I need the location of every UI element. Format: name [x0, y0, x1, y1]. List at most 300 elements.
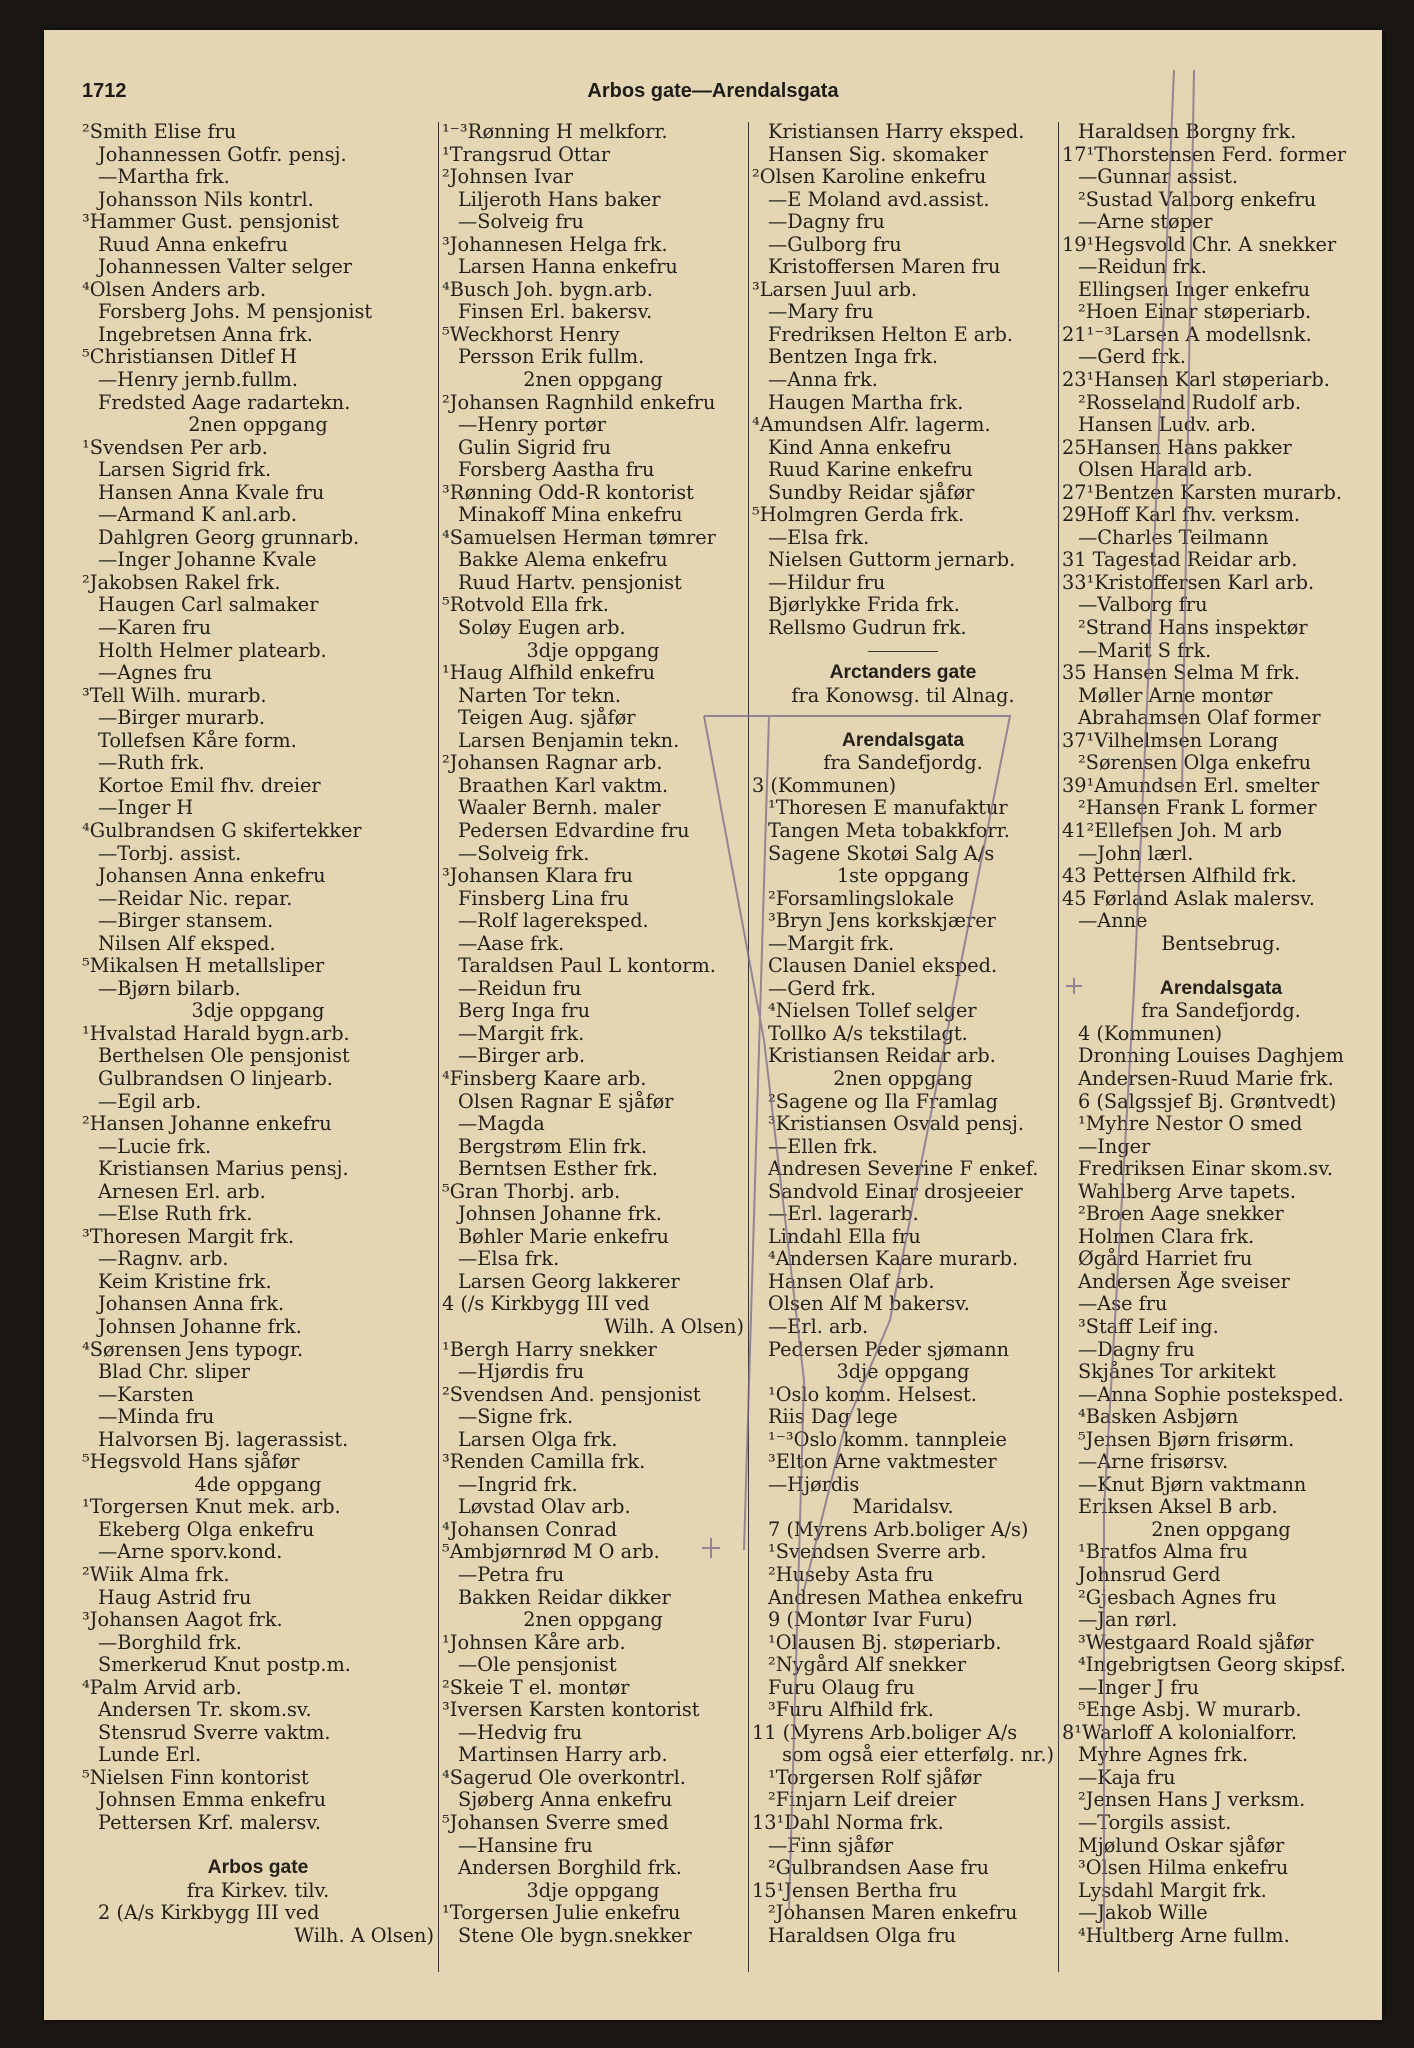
directory-entry: 2 (A/s Kirkbygg III ved [98, 1902, 320, 1925]
directory-entry: Ruud Karine enkefru [768, 459, 973, 482]
subheading: Bentsebrug. [1161, 932, 1281, 955]
directory-entry: Lysdahl Margit frk. [1078, 1879, 1267, 1902]
directory-entry: Nielsen Guttorm jernarb. [768, 549, 1016, 572]
directory-entry: ⁵Gran Thorbj. arb. [442, 1180, 621, 1203]
subheading: 3dje oppgang [526, 1879, 660, 1902]
directory-entry: —Reidar Nic. repar. [98, 887, 293, 910]
subheading [82, 1835, 434, 1858]
directory-entry: —John lærl. [1078, 842, 1194, 865]
directory-entry: Johannessen Gotfr. pensj. [98, 143, 347, 166]
page-header: Arbos gate—Arendalsgata [587, 80, 839, 102]
directory-entry: Olsen Ragnar E sjåfør [458, 1090, 674, 1113]
directory-entry: —Elsa frk. [768, 526, 870, 549]
directory-entry: ³Johansen Aagot frk. [82, 1609, 283, 1632]
directory-entry: —Petra fru [458, 1564, 565, 1586]
directory-entry: ²Sustad Valborg enkefru [1078, 188, 1317, 211]
directory-entry: Sandvold Einar drosjeeier [768, 1180, 1023, 1203]
directory-entry: Haugen Carl salmaker [98, 594, 319, 617]
directory-entry: ¹Myhre Nestor O smed [1078, 1113, 1303, 1136]
column-1 [82, 121, 434, 2011]
directory-entry: Johnsrud Gerd [1078, 1564, 1221, 1586]
directory-entry: ²Jakobsen Rakel frk. [82, 571, 281, 594]
directory-entry: Hansen Olaf arb. [768, 1270, 935, 1293]
directory-entry: 29Hoff Karl fhv. verksm. [1062, 504, 1301, 527]
subheading: 2nen oppgang [833, 1067, 973, 1090]
directory-entry: —Arne frisørsv. [1078, 1451, 1229, 1474]
directory-entry: Riis Dag lege [768, 1406, 898, 1429]
directory-entry: Ruud Anna enkefru [98, 233, 288, 256]
directory-entry: ¹Bergh Harry snekker [442, 1338, 657, 1361]
directory-entry: —Ruth frk. [98, 752, 205, 775]
directory-entry: Gulbrandsen O linjearb. [98, 1067, 333, 1090]
directory-entry: Kristiansen Harry eksped. [768, 121, 1025, 143]
directory-entry: ²Strand Hans inspektør [1078, 617, 1308, 640]
directory-entry: ³Staff Leif ing. [1078, 1315, 1219, 1338]
subheading [1062, 955, 1380, 978]
directory-entry: 41²Ellefsen Joh. M arb [1062, 819, 1283, 842]
directory-entry: Fredsted Aage radartekn. [98, 391, 351, 414]
directory-entry: Løvstad Olav arb. [458, 1496, 631, 1519]
directory-entry: 4 (Kommunen) [1078, 1022, 1223, 1045]
directory-entry: Dronning Louises Daghjem [1078, 1045, 1344, 1068]
subheading: 2nen oppgang [523, 369, 663, 392]
directory-entry: —Gulborg fru [768, 233, 902, 256]
directory-entry: —Kaja fru [1078, 1766, 1176, 1789]
section-rule [752, 640, 1054, 663]
directory-entry: —Ingrid frk. [458, 1473, 578, 1496]
directory-entry: —Martha frk. [98, 166, 230, 189]
directory-entry: ⁴Olsen Anders arb. [82, 278, 267, 301]
directory-entry: ³Olsen Hilma enkefru [1078, 1857, 1289, 1880]
directory-entry: Johansson Nils kontrl. [98, 188, 314, 211]
directory-entry: Berntsen Esther frk. [458, 1158, 658, 1181]
directory-entry: ⁴Sørensen Jens typogr. [82, 1338, 304, 1361]
directory-entry: —Reidun frk. [1078, 256, 1207, 279]
directory-entry: —Solveig frk. [458, 842, 590, 865]
directory-entry: ¹Torgersen Knut mek. arb. [82, 1496, 341, 1519]
street-heading: Arctanders gate [829, 662, 977, 684]
subheading [752, 707, 1054, 730]
directory-entry: Kind Anna enkefru [768, 436, 952, 459]
directory-entry: Lunde Erl. [98, 1744, 202, 1767]
directory-entry: ³Westgaard Roald sjåfør [1078, 1631, 1314, 1654]
directory-entry: Finsberg Lina fru [458, 887, 630, 910]
directory-entry: —Henry portør [458, 414, 606, 437]
directory-entry: ⁵Holmgren Gerda frk. [752, 504, 965, 527]
directory-entry: Wilh. A Olsen) [294, 1924, 434, 1947]
directory-entry: Lindahl Ella fru [768, 1225, 921, 1248]
directory-entry: Pedersen Peder sjømann [768, 1338, 1010, 1361]
directory-entry: ²Johansen Maren enkefru [768, 1902, 1018, 1925]
directory-entry: —Dagny fru [1078, 1338, 1195, 1361]
directory-entry: —Margit frk. [768, 932, 895, 955]
subheading: fra Kirkev. tilv. [186, 1879, 330, 1902]
directory-entry: —Birger arb. [458, 1045, 586, 1068]
subheading: 2nen oppgang [523, 1609, 663, 1632]
directory-entry: Narten Tor tekn. [458, 684, 621, 707]
directory-entry: Abrahamsen Olaf former [1078, 707, 1321, 730]
subheading: 1ste oppgang [836, 865, 970, 888]
directory-entry: ³Iversen Karsten kontorist [442, 1699, 700, 1722]
column-divider [1058, 122, 1059, 1972]
directory-entry: —Hjørdis [768, 1473, 860, 1496]
directory-entry: Keim Kristine frk. [98, 1270, 272, 1293]
directory-entry: ²Wiik Alma frk. [82, 1564, 230, 1586]
directory-entry: ³Larsen Juul arb. [752, 278, 918, 301]
directory-entry: Holmen Clara frk. [1078, 1225, 1255, 1248]
directory-entry: Andersen Åge sveiser [1078, 1270, 1290, 1293]
directory-entry: Dahlgren Georg grunnarb. [98, 526, 360, 549]
directory-entry: ²Johansen Ragnhild enkefru [442, 391, 716, 414]
directory-entry: Bentzen Inga frk. [768, 346, 939, 369]
directory-entry: —Anna frk. [768, 369, 878, 392]
directory-entry: ⁴Amundsen Alfr. lagerm. [752, 414, 991, 437]
subheading: 3dje oppgang [191, 1000, 325, 1023]
directory-entry: ⁵Enge Asbj. W murarb. [1078, 1699, 1302, 1722]
directory-entry: ¹Olausen Bj. støperiarb. [768, 1631, 1002, 1654]
directory-entry: ³Thoresen Margit frk. [82, 1225, 295, 1248]
directory-entry: Liljeroth Hans baker [458, 188, 661, 211]
directory-entry: Tollefsen Kåre form. [98, 729, 297, 752]
directory-entry: 25Hansen Hans pakker [1062, 436, 1292, 459]
directory-entry: Hansen Sig. skomaker [768, 143, 988, 166]
column-divider [438, 122, 439, 1972]
column-divider [748, 122, 749, 1972]
directory-entry: Halvorsen Bj. lagerassist. [98, 1428, 349, 1451]
directory-entry: —Karsten [98, 1383, 194, 1406]
directory-entry: —Solveig fru [458, 211, 584, 234]
directory-entry: Waaler Bernh. maler [458, 797, 661, 820]
directory-entry: Furu Olaug fru [768, 1676, 915, 1699]
directory-entry: 19¹Hegsvold Chr. A snekker [1062, 233, 1337, 256]
directory-entry: ²Johnsen Ivar [442, 166, 573, 189]
directory-entry: Bakken Reidar dikker [458, 1586, 671, 1609]
directory-entry: ³Kristiansen Osvald pensj. [768, 1113, 1024, 1136]
directory-entry: ¹Torgersen Rolf sjåfør [768, 1766, 982, 1789]
directory-entry: 35 Hansen Selma M frk. [1062, 662, 1300, 685]
directory-entry: Hansen Ludv. arb. [1078, 414, 1257, 437]
directory-entry: Soløy Eugen arb. [458, 617, 626, 640]
directory-entry: —Margit frk. [458, 1022, 585, 1045]
directory-entry: ²Skeie T el. montør [442, 1676, 630, 1699]
directory-entry: 6 (Salgssjef Bj. Grøntvedt) [1078, 1090, 1337, 1113]
subheading: fra Sandefjordg. [823, 752, 983, 775]
directory-entry: —Agnes fru [98, 662, 213, 685]
directory-entry: —Ole pensjonist [458, 1654, 617, 1677]
directory-entry: ¹Oslo komm. Helsest. [768, 1383, 977, 1406]
directory-entry: Pettersen Krf. malersv. [98, 1812, 322, 1835]
directory-entry: Olsen Alf M bakersv. [768, 1293, 970, 1316]
directory-entry: ⁵Mikalsen H metallsliper [82, 955, 325, 978]
directory-entry: —Signe frk. [458, 1406, 574, 1429]
directory-entry: ⁵Weckhorst Henry [442, 323, 620, 346]
directory-entry: ³Tell Wilh. murarb. [82, 684, 267, 707]
directory-entry: ³Rønning Odd-R kontorist [442, 481, 694, 504]
directory-entry: —Gerd frk. [768, 977, 876, 1000]
directory-entry: ⁴Andersen Kaare murarb. [768, 1248, 1019, 1271]
directory-entry: Gulin Sigrid fru [458, 436, 612, 459]
directory-entry: ⁴Basken Asbjørn [1078, 1406, 1239, 1429]
directory-entry: —Dagny fru [768, 211, 885, 234]
directory-entry: —Valborg fru [1078, 594, 1208, 617]
directory-entry: ⁴Ingebrigtsen Georg skipsf. [1078, 1654, 1346, 1677]
street-heading: Arendalsgata [841, 729, 965, 751]
directory-entry: Haraldsen Olga fru [768, 1924, 957, 1947]
column-4 [1062, 121, 1380, 2011]
directory-entry: Myhre Agnes frk. [1078, 1744, 1249, 1767]
directory-entry: Stene Ole bygn.snekker [458, 1924, 692, 1947]
directory-entry: ¹Torgersen Julie enkefru [442, 1902, 681, 1925]
directory-entry: Forsberg Johs. M pensjonist [98, 301, 373, 324]
directory-entry: ³Renden Camilla frk. [442, 1451, 646, 1474]
directory-entry: Larsen Olga frk. [458, 1428, 618, 1451]
directory-entry: 3 (Kommunen) [752, 774, 897, 797]
directory-entry: Larsen Hanna enkefru [458, 256, 678, 279]
directory-entry: —Inger J fru [1078, 1676, 1200, 1699]
directory-entry: Andresen Severine F enkef. [768, 1158, 1039, 1181]
directory-entry: Larsen Benjamin tekn. [458, 729, 680, 752]
directory-entry: ⁴Johansen Conrad [442, 1518, 618, 1541]
directory-entry: 13¹Dahl Norma frk. [752, 1812, 944, 1835]
directory-entry: som også eier etterfølg. nr.) [782, 1744, 1054, 1767]
directory-entry: Ingebretsen Anna frk. [98, 323, 313, 346]
directory-entry: —Magda [458, 1113, 545, 1136]
directory-entry: ⁴Gulbrandsen G skifertekker [82, 819, 362, 842]
directory-entry: ²Smith Elise fru [82, 121, 237, 143]
directory-entry: Johansen Anna enkefru [98, 865, 326, 888]
directory-entry: Andersen-Ruud Marie frk. [1078, 1067, 1334, 1090]
directory-entry: Finsen Erl. bakersv. [458, 301, 653, 324]
directory-entry: Minakoff Mina enkefru [458, 504, 683, 527]
directory-entry: Wahlberg Arve tapets. [1078, 1180, 1297, 1203]
directory-entry: ¹Johnsen Kåre arb. [442, 1631, 626, 1654]
directory-entry: 45 Førland Aslak malersv. [1062, 887, 1315, 910]
directory-entry: —Arne støper [1078, 211, 1213, 234]
directory-entry: Johansen Anna frk. [98, 1293, 285, 1316]
directory-entry: Møller Arne montør [1078, 684, 1273, 707]
directory-entry: Olsen Harald arb. [1078, 459, 1253, 482]
directory-entry: —Else Ruth frk. [98, 1203, 253, 1226]
directory-entry: 15¹Jensen Bertha fru [752, 1879, 958, 1902]
directory-entry: —Mary fru [768, 301, 874, 324]
directory-entry: Andersen Tr. skom.sv. [98, 1699, 312, 1722]
directory-entry: ⁵Rotvold Ella frk. [442, 594, 609, 617]
directory-entry: ³Furu Alfhild frk. [768, 1699, 934, 1722]
directory-entry: Larsen Georg lakkerer [458, 1270, 680, 1293]
directory-entry: Andersen Borghild frk. [458, 1857, 682, 1880]
directory-entry: —Gerd frk. [1078, 346, 1186, 369]
directory-entry: Johannessen Valter selger [98, 256, 353, 279]
directory-entry: Ellingsen Inger enkefru [1078, 278, 1311, 301]
directory-entry: —Jan rørl. [1078, 1609, 1178, 1632]
directory-entry: ¹Trangsrud Ottar [442, 143, 611, 166]
directory-entry: Johnsen Emma enkefru [98, 1789, 326, 1812]
directory-entry: ⁴Palm Arvid arb. [82, 1676, 242, 1699]
directory-entry: —Hedvig fru [458, 1721, 583, 1744]
directory-entry: 31 Tagestad Reidar arb. [1062, 549, 1298, 572]
directory-entry: Rellsmo Gudrun frk. [768, 617, 967, 640]
directory-entry: ²Gulbrandsen Aase fru [768, 1857, 990, 1880]
directory-entry: Berg Inga fru [458, 1000, 591, 1023]
directory-entry: 4 (/s Kirkbygg III ved [442, 1293, 650, 1316]
directory-entry: —Ragnv. arb. [98, 1248, 229, 1271]
directory-entry: —Knut Bjørn vaktmann [1078, 1473, 1307, 1496]
directory-entry: —Inger H [98, 797, 194, 820]
directory-entry: Kristoffersen Maren fru [768, 256, 1001, 279]
directory-entry: Blad Chr. sliper [98, 1361, 251, 1384]
directory-entry: —Torbj. assist. [98, 842, 242, 865]
directory-entry: ²Johansen Ragnar arb. [442, 752, 663, 775]
directory-entry: —Karen fru [98, 617, 212, 640]
directory-entry: ²Broen Aage snekker [1078, 1203, 1284, 1226]
directory-entry: —Birger murarb. [98, 707, 266, 730]
directory-entry: ⁵Hegsvold Hans sjåfør [82, 1451, 300, 1474]
subheading: 3dje oppgang [836, 1361, 970, 1384]
subheading: 2nen oppgang [188, 414, 328, 437]
directory-entry: —Ase fru [1078, 1293, 1168, 1316]
directory-page [44, 30, 1382, 2020]
directory-entry: —Bjørn bilarb. [98, 977, 241, 1000]
directory-entry: ²Svendsen And. pensjonist [442, 1383, 701, 1406]
directory-entry: 27¹Bentzen Karsten murarb. [1062, 481, 1342, 504]
subheading: 4de oppgang [194, 1473, 322, 1496]
directory-entry: Bakke Alema enkefru [458, 549, 668, 572]
directory-entry: —Anna Sophie posteksped. [1078, 1383, 1344, 1406]
column-2 [442, 121, 744, 2011]
directory-entry: ²Hansen Frank L former [1078, 797, 1317, 820]
directory-entry: ³Elton Arne vaktmester [768, 1451, 997, 1474]
directory-entry: Eriksen Aksel B arb. [1078, 1496, 1278, 1519]
subheading: Maridalsv. [852, 1496, 954, 1519]
directory-entry: ¹⁻³Oslo komm. tannpleie [768, 1428, 1007, 1451]
directory-entry: Forsberg Aastha fru [458, 459, 655, 482]
directory-entry: Bøhler Marie enkefru [458, 1225, 669, 1248]
directory-entry: ³Johansen Klara fru [442, 865, 633, 888]
directory-entry: —Rolf lagereksped. [458, 910, 649, 933]
directory-entry: ¹Thoresen E manufaktur [768, 797, 1008, 820]
directory-entry: ⁵Christiansen Ditlef H [82, 346, 297, 369]
directory-entry: —Torgils assist. [1078, 1812, 1232, 1835]
directory-entry: Bergstrøm Elin frk. [458, 1135, 648, 1158]
directory-entry: —Finn sjåfør [768, 1834, 894, 1857]
subheading: 2nen oppgang [1151, 1518, 1291, 1541]
directory-entry: —Marit S frk. [1078, 639, 1212, 662]
directory-entry: Fredriksen Helton E arb. [768, 323, 1013, 346]
directory-entry: ¹Svendsen Per arb. [82, 436, 268, 459]
directory-entry: ²Hoen Einar støperiarb. [1078, 301, 1312, 324]
directory-entry: —Elsa frk. [458, 1248, 560, 1271]
directory-entry: —Inger [1078, 1135, 1151, 1158]
directory-entry: ²Jensen Hans J verksm. [1078, 1789, 1306, 1812]
directory-entry: ²Nygård Alf snekker [768, 1654, 967, 1677]
directory-entry: ⁵Nielsen Finn kontorist [82, 1766, 309, 1789]
directory-entry: Sjøberg Anna enkefru [458, 1789, 673, 1812]
directory-entry: ¹Hvalstad Harald bygn.arb. [82, 1022, 350, 1045]
directory-entry: ²Rosseland Rudolf arb. [1078, 391, 1302, 414]
directory-entry: ²Gjesbach Agnes fru [1078, 1586, 1277, 1609]
directory-entry: 23¹Hansen Karl støperiarb. [1062, 369, 1330, 392]
directory-entry: ²Sørensen Olga enkefru [1078, 752, 1312, 775]
directory-entry: ¹Svendsen Sverre arb. [768, 1541, 987, 1564]
column-3 [752, 121, 1054, 2011]
directory-entry: Wilh. A Olsen) [604, 1315, 744, 1338]
directory-entry: ⁵Johansen Sverre smed [442, 1812, 669, 1835]
directory-entry: —Borghild frk. [98, 1631, 243, 1654]
directory-entry: ⁴Sagerud Ole overkontrl. [442, 1766, 686, 1789]
directory-entry: —Hjørdis fru [458, 1361, 585, 1384]
directory-entry: ²Forsamlingslokale [768, 887, 955, 910]
directory-entry: —Inger Johanne Kvale [98, 549, 317, 572]
directory-entry: Kristiansen Reidar arb. [768, 1045, 996, 1068]
directory-entry: 43 Pettersen Alfhild frk. [1062, 865, 1297, 888]
directory-entry: —Charles Teilmann [1078, 526, 1269, 549]
directory-entry: Clausen Daniel eksped. [768, 955, 998, 978]
directory-entry: —Erl. lagerarb. [768, 1203, 919, 1226]
subheading: 3dje oppgang [526, 639, 660, 662]
street-heading: Arbos gate [207, 1857, 309, 1879]
directory-entry: Holth Helmer platearb. [98, 639, 327, 662]
directory-entry: —Henry jernb.fullm. [98, 369, 298, 392]
directory-entry: ²Finjarn Leif dreier [768, 1789, 957, 1812]
page-number: 1712 [82, 80, 127, 102]
directory-entry: 7 (Myrens Arb.boliger A/s) [768, 1518, 1029, 1541]
directory-entry: ²Hansen Johanne enkefru [82, 1113, 332, 1136]
directory-entry: Kristiansen Marius pensj. [98, 1158, 349, 1181]
directory-entry: —Jakob Wille [1078, 1902, 1208, 1925]
directory-entry: Fredriksen Einar skom.sv. [1078, 1158, 1333, 1181]
directory-entry: 37¹Vilhelmsen Lorang [1062, 729, 1279, 752]
directory-entry: Ekeberg Olga enkefru [98, 1518, 315, 1541]
directory-entry: —Erl. arb. [768, 1315, 869, 1338]
directory-entry: Tangen Meta tobakkforr. [768, 819, 1010, 842]
directory-entry: 17¹Thorstensen Ferd. former [1062, 143, 1347, 166]
directory-entry: Pedersen Edvardine fru [458, 819, 690, 842]
directory-entry: Teigen Aug. sjåfør [458, 707, 636, 730]
directory-entry: Mjølund Oskar sjåfør [1078, 1834, 1285, 1857]
directory-entry: Øgård Harriet fru [1078, 1248, 1253, 1271]
directory-entry: ⁵Ambjørnrød M O arb. [442, 1541, 660, 1564]
directory-entry: Johnsen Johanne frk. [98, 1315, 302, 1338]
directory-entry: —Hansine fru [458, 1834, 593, 1857]
directory-entry: 33¹Kristoffersen Karl arb. [1062, 571, 1315, 594]
directory-entry: 11 (Myrens Arb.boliger A/s [752, 1721, 1018, 1744]
directory-entry: —E Moland avd.assist. [768, 188, 990, 211]
directory-entry: Skjånes Tor arkitekt [1078, 1361, 1276, 1384]
directory-entry: 8¹Warloff A kolonialforr. [1062, 1721, 1298, 1744]
directory-entry: —Reidun fru [458, 977, 582, 1000]
directory-entry: —Arne sporv.kond. [98, 1541, 283, 1564]
directory-entry: ³Johannesen Helga frk. [442, 233, 668, 256]
directory-entry: —Ellen frk. [768, 1135, 878, 1158]
directory-entry: ⁴Hultberg Arne fullm. [1078, 1924, 1290, 1947]
directory-entry: Haug Astrid fru [98, 1586, 252, 1609]
directory-entry: —Armand K anl.arb. [98, 504, 298, 527]
directory-entry: Nilsen Alf eksped. [98, 932, 276, 955]
directory-entry: ²Huseby Asta fru [768, 1564, 934, 1586]
directory-entry: Sagene Skotøi Salg A/s [768, 842, 995, 865]
directory-entry: ⁵Jensen Bjørn frisørm. [1078, 1428, 1295, 1451]
directory-entry: ³Bryn Jens korkskjærer [768, 910, 996, 933]
directory-entry: ³Hammer Gust. pensjonist [82, 211, 339, 234]
directory-entry: ⁴Samuelsen Herman tømrer [442, 526, 716, 549]
directory-entry: Andresen Mathea enkefru [768, 1586, 1024, 1609]
directory-entry: ⁴Busch Joh. bygn.arb. [442, 278, 653, 301]
directory-entry: Haraldsen Borgny frk. [1078, 121, 1297, 143]
directory-entry: Johnsen Johanne frk. [458, 1203, 662, 1226]
directory-entry: Braathen Karl vaktm. [458, 774, 669, 797]
subheading: fra Sandefjordg. [1141, 1000, 1301, 1023]
directory-entry: Arnesen Erl. arb. [98, 1180, 266, 1203]
